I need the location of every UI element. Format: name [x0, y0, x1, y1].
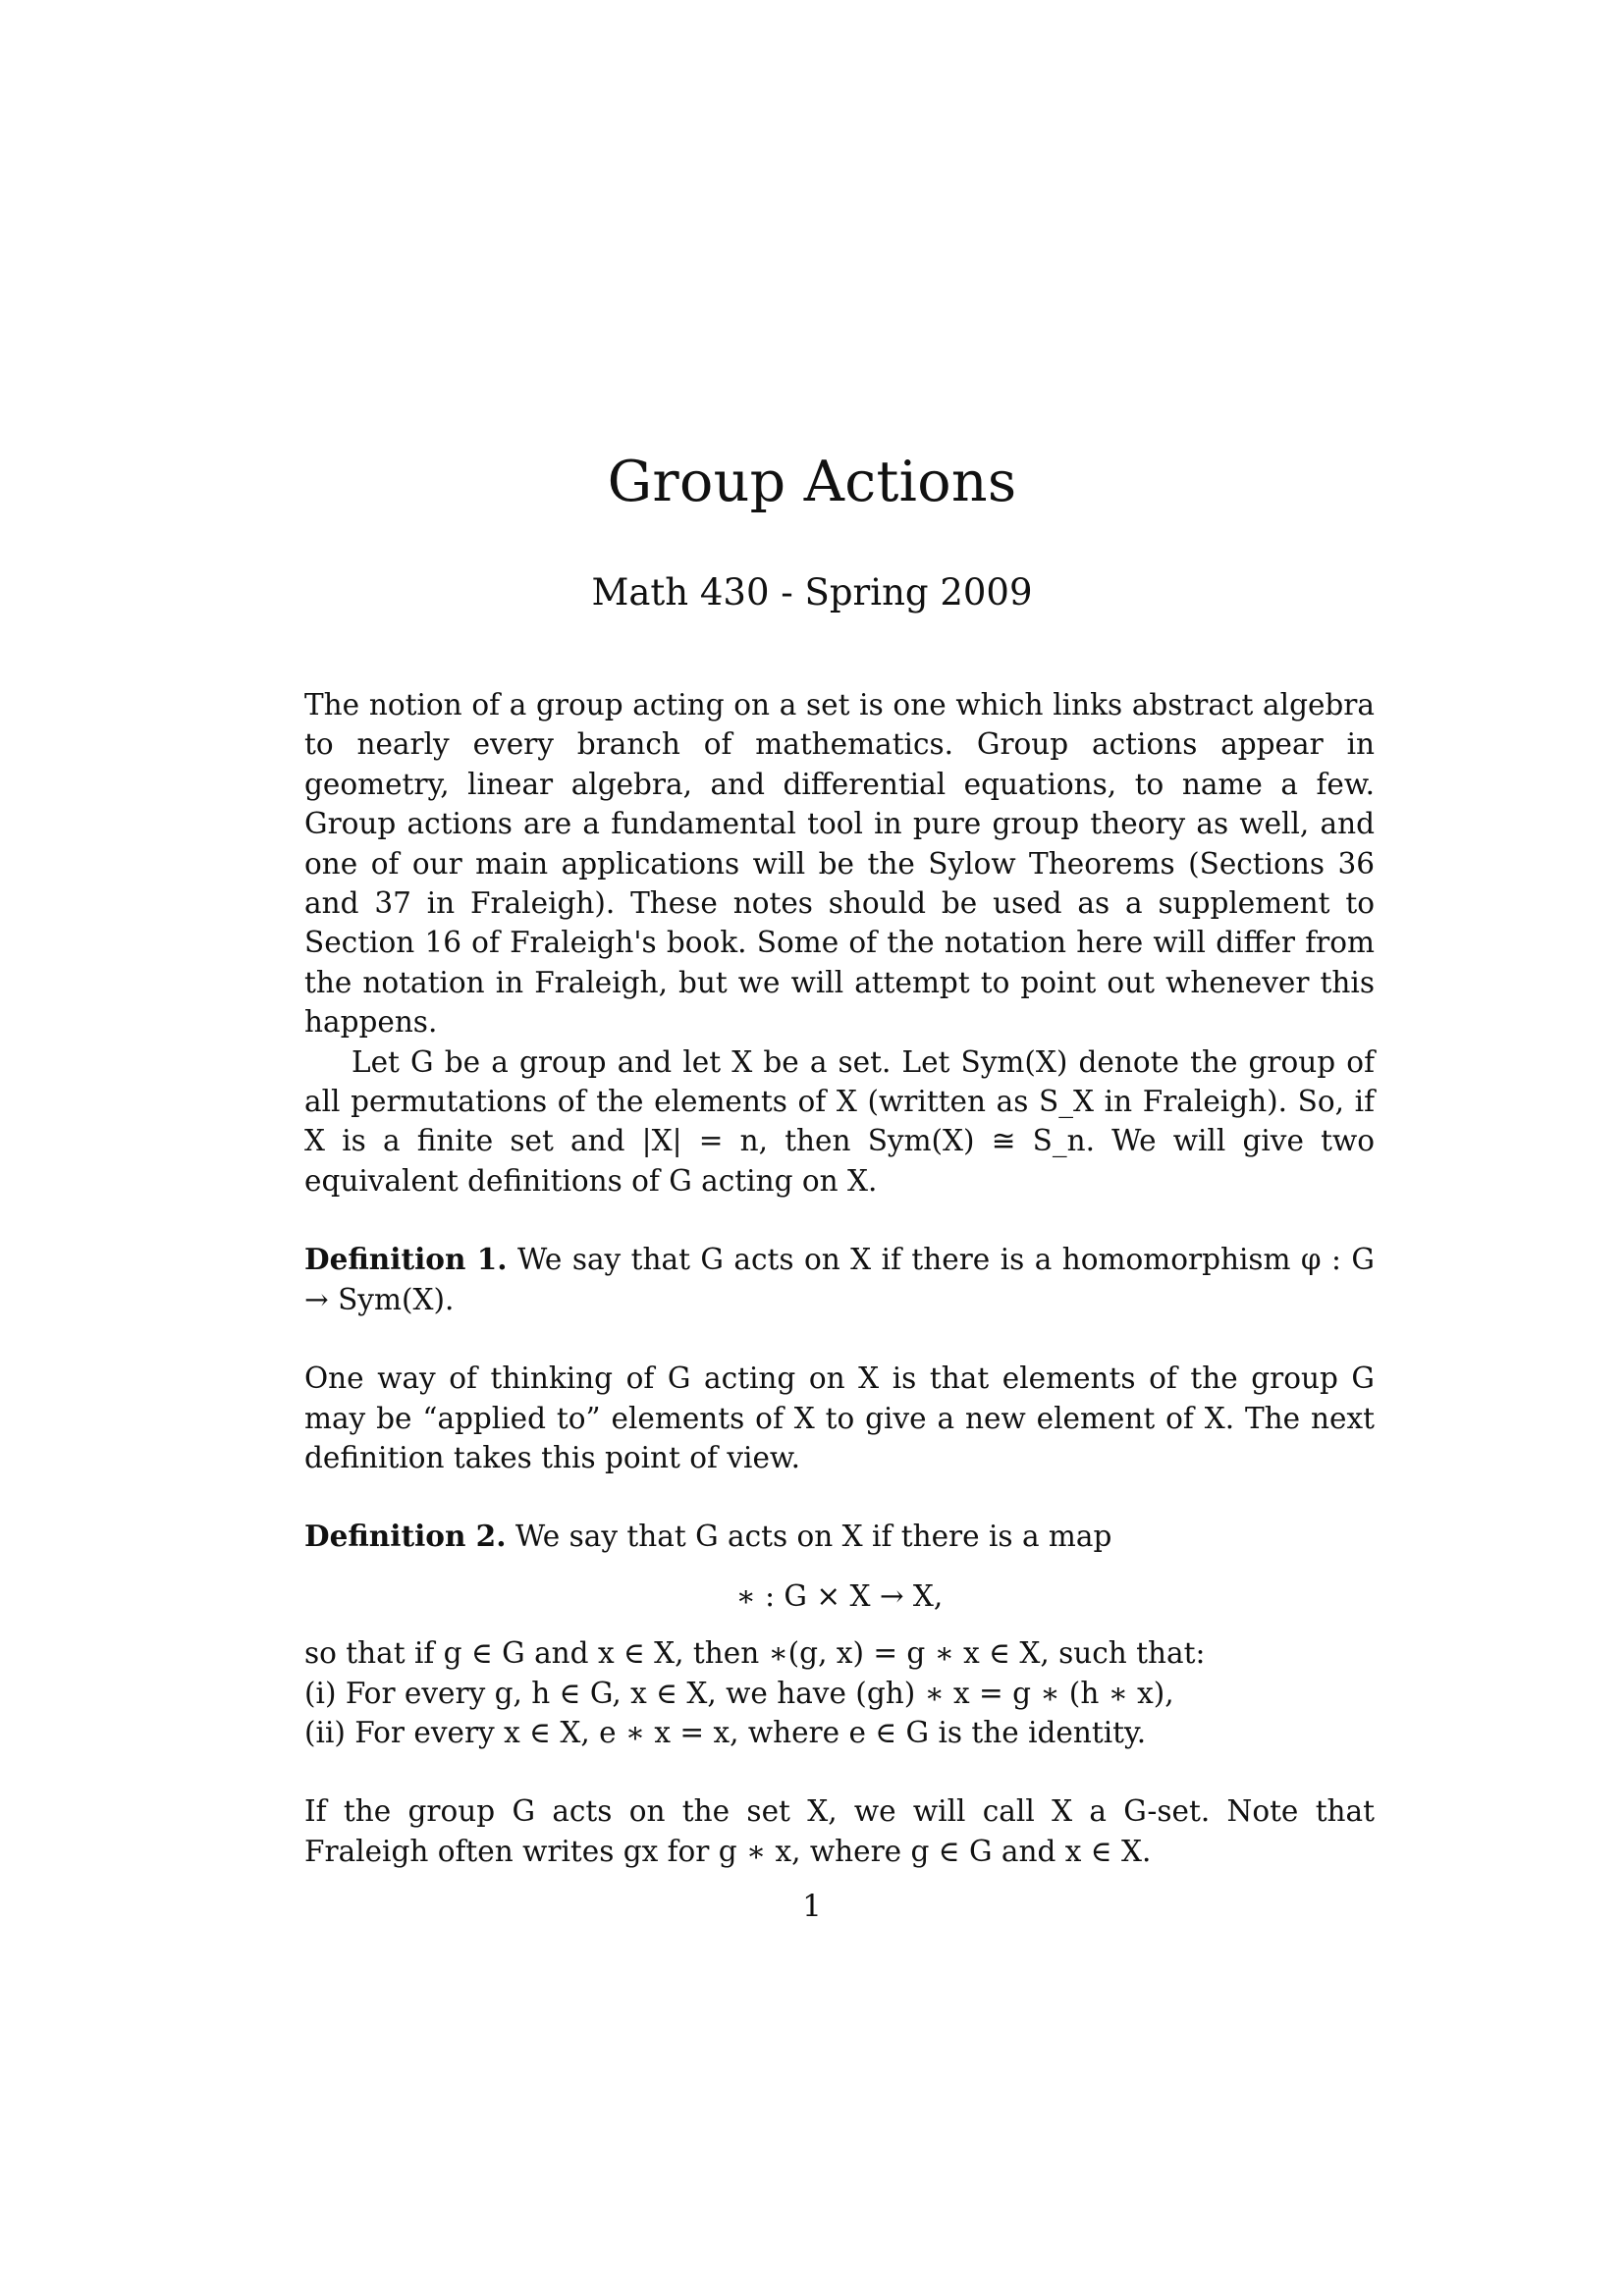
- definition-2: [304, 1517, 1375, 1556]
- definition-1-label: Definition 1.: [304, 1242, 508, 1277]
- closing-paragraph: If the group G acts on the set X, we will call X a G-set. Note that Fraleigh often writes gx for g ∗ x, where g ∈ G and x ∈ X.: [304, 1794, 1375, 1868]
- definition-2-after: so that if g ∈ G and x ∈ X, then ∗(g, x) = g ∗ x ∈ X, such that:: [304, 1636, 1206, 1671]
- remark-paragraph: One way of thinking of G acting on X is that elements of the group G may be “applied to” elements of X to give a new element of X. The next definition takes this point of view.: [304, 1362, 1375, 1474]
- condition-item: (ii) For every x ∈ X, e ∗ x = x, where e ∈ G is the identity.: [304, 1715, 1147, 1749]
- page-title: Group Actions: [607, 450, 1017, 514]
- display-equation: ∗ : G × X → X,: [735, 1578, 944, 1613]
- page-number: 1: [802, 1889, 822, 1924]
- definition-1-text: We say that G acts on X if there is a homomorphism φ : G → Sym(X).: [304, 1243, 1375, 1316]
- document-body: [304, 685, 1375, 1871]
- definition-1: [304, 1240, 1375, 1319]
- condition-item: (i) For every g, h ∈ G, x ∈ X, we have (gh) ∗ x = g ∗ (h ∗ x),: [304, 1676, 1174, 1710]
- definition-2-text: We say that G acts on X if there is a map: [514, 1520, 1112, 1554]
- definition-2-conditions: [304, 1633, 1375, 1752]
- intro-paragraph: The notion of a group acting on a set is one which links abstract algebra to nearly every branch of mathematics. Group actions appear in geometry, linear algebra, and differential equations, to name a few. Group actions are a fundamental tool in pure group theory as well, and one of our main applications will be the Sylow Theorems (Sections 36 and 37 in Fraleigh). These notes should be used as a supplement to Section 16 of Fraleigh's book. Some of the notation here will differ from the notation in Fraleigh, but we will attempt to point out whenever this happens.: [304, 688, 1375, 1040]
- setup-paragraph: Let G be a group and let X be a set. Let Sym(X) denote the group of all permutations of the elements of X (written as S_X in Fraleigh). So, if X is a finite set and |X| = n, then Sym(X) ≅ S_n. We will give two equivalent definitions of G acting on X.: [304, 1044, 1375, 1198]
- definition-2-label: Definition 2.: [304, 1519, 507, 1554]
- page-subtitle: Math 430 - Spring 2009: [591, 571, 1033, 614]
